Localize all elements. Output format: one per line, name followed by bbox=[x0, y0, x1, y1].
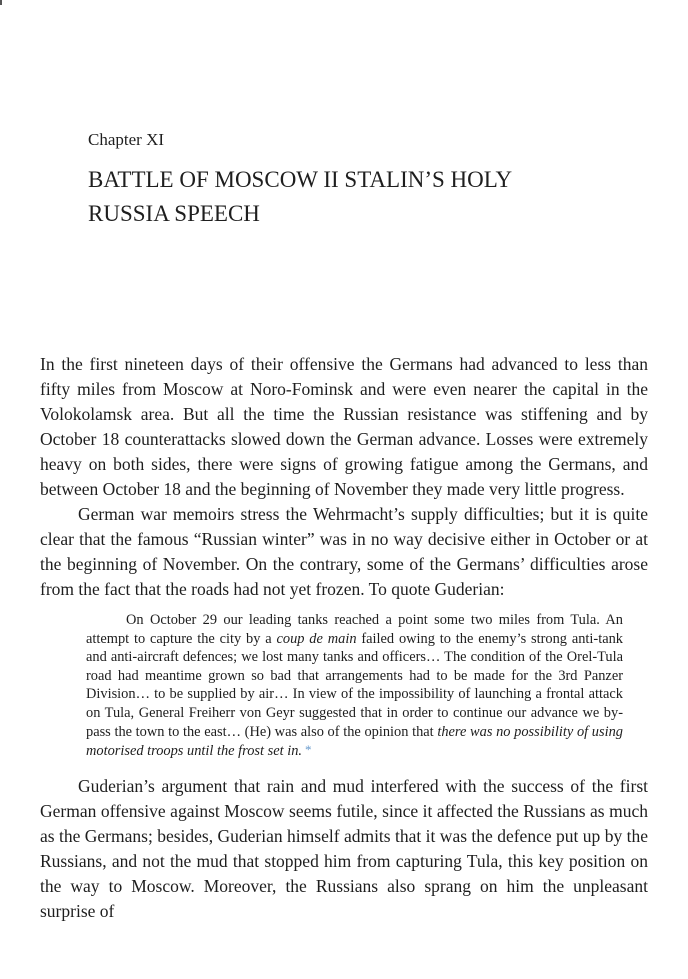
paragraph-3: Guderian’s argument that rain and mud interfered with the success of the first German offensive against Moscow seems futile, since it affected the Russians as much as the Germans; besides, Guderian himself admits that it was the defence put up by the Russians, and not the mud that stopped him from capturing Tula, this key position on the way to Moscow. Moreover, the Russians also sprang on him the unpleasant surprise of bbox=[40, 775, 648, 921]
chapter-title bbox=[88, 163, 648, 231]
paragraph-1: In the first nineteen days of their offensive the Germans had advanced to less than fifty miles from Moscow at Noro-Fominsk and were even nearer the capital in the Volokolamsk area. But all the time the Russian resistance was stiffening and by October 18 counterattacks slowed down the German advance. Losses were extremely heavy on both sides, there were signs of growing fatigue among the Germans, and between October 18 and the beginning of November they made very little progress. bbox=[40, 354, 648, 499]
quote-italic-phrase-1: coup de main bbox=[276, 630, 357, 647]
quote-text-part-2: failed owing to the enemy’s strong anti-tank and anti-aircraft defences; we lost many tanks and officers… The condition of the Orel-Tula road had meantime grown so bad that arrangements had to be made for the 3rd Panzer Division… to be supplied by air… In view of the impossibility of launching a frontal attack on Tula, General Freiherr von Geyr suggested that in order to continue our advance we by-pass the town to the east… (He) was also of the opinion that bbox=[86, 630, 623, 740]
quote-italic-phrase-2: there was no possibility of using motorised troops until the frost set in. bbox=[86, 723, 623, 760]
page-body bbox=[40, 352, 648, 924]
quote-text-part-1: On October 29 our leading tanks reached a point some two miles from Tula. An attempt to capture the city by a bbox=[86, 612, 623, 647]
paragraph-2: German war memoirs stress the Wehrmacht’s supply difficulties; but it is quite clear that the famous “Russian winter” was in no way decisive either in October or at the beginning of November. On the contrary, some of the Germans’ difficulties arose from the fact that the roads had not yet frozen. To quote Guderian: bbox=[40, 504, 648, 599]
chapter-title-line-1: BATTLE OF MOSCOW II STALIN’S HOLY bbox=[88, 167, 513, 192]
chapter-label: Chapter XI bbox=[88, 130, 165, 149]
chapter-title-line-2: RUSSIA SPEECH bbox=[88, 201, 260, 226]
window-corner-artifact bbox=[0, 0, 2, 5]
guderian-blockquote bbox=[86, 611, 623, 761]
footnote-asterisk-link[interactable]: * bbox=[305, 742, 312, 758]
chapter-header bbox=[40, 0, 648, 231]
